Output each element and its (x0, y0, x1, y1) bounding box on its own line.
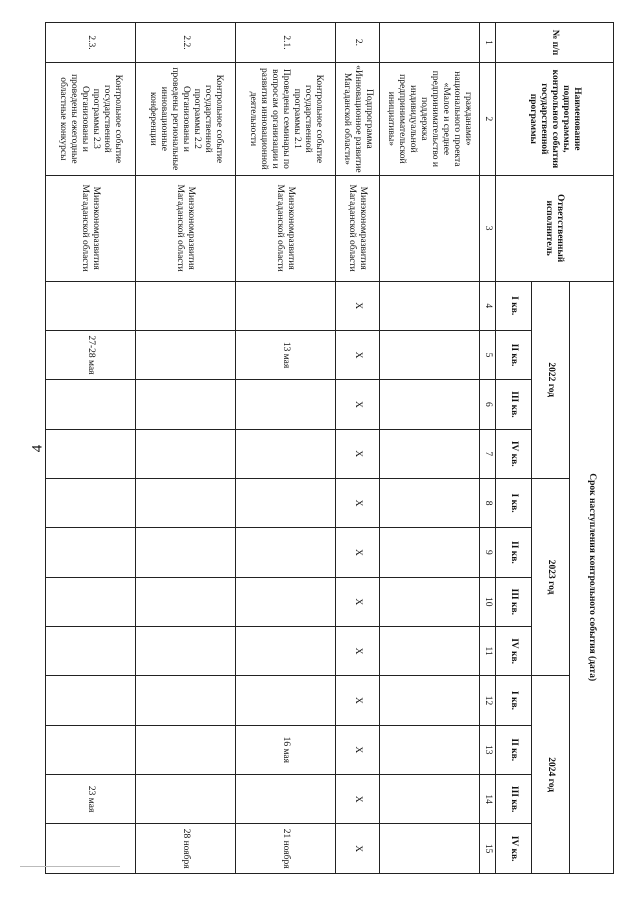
row-cell: X (336, 626, 380, 675)
row-cell (236, 281, 336, 330)
row-cell: 23 мая (46, 774, 136, 823)
row-cell (46, 676, 136, 725)
row-cell: X (336, 380, 380, 429)
footer-rule (20, 866, 120, 867)
schedule-table (45, 22, 614, 874)
row-cell (136, 626, 236, 675)
table-row (236, 23, 336, 874)
table-row (336, 23, 380, 874)
row-cell (136, 774, 236, 823)
row-cell (136, 281, 236, 330)
row-name: Контрольное событие государственной программы 2.1 Проведены семинары по вопросам организации и развития инновационной деятельности (236, 62, 336, 175)
row-number: 2. (336, 23, 380, 63)
column-number: 12 (480, 676, 496, 725)
row-cell: 28 ноября (136, 824, 236, 874)
row-cell: X (336, 281, 380, 330)
row-name: Контрольное событие государственной программы 2.2 Организованы и проведены региональные инновационные конференции (136, 62, 236, 175)
year-header: 2022 год (532, 281, 570, 478)
col-deadline-header: Срок наступления контрольного события (дата) (570, 281, 614, 873)
row-cell (46, 380, 136, 429)
row-cell (46, 725, 136, 774)
row-name: Контрольное событие государственной программы 2.3 Организованы и проведены ежегодные областные конкурсы (46, 62, 136, 175)
rotated-page (0, 22, 614, 922)
quarter-header: I кв. (496, 478, 532, 527)
row-cell (136, 478, 236, 527)
row-cell (380, 676, 480, 725)
row-executor: Минэкономразвития Магаданской области (336, 175, 380, 281)
column-number: 6 (480, 380, 496, 429)
quarter-header: I кв. (496, 281, 532, 330)
row-cell (236, 478, 336, 527)
col-num-header: № п/п (496, 23, 614, 63)
row-cell (236, 676, 336, 725)
row-cell (136, 725, 236, 774)
row-cell: X (336, 676, 380, 725)
quarter-header: I кв. (496, 676, 532, 725)
row-cell: 27-28 мая (46, 330, 136, 379)
col-exec-header: Ответственный исполнитель (496, 175, 614, 281)
row-name: Подпрограмма «Инновационное развитие Магаданской области» (336, 62, 380, 175)
row-number: 2.2. (136, 23, 236, 63)
row-cell (380, 577, 480, 626)
row-cell (136, 676, 236, 725)
row-cell (380, 429, 480, 478)
row-cell (380, 725, 480, 774)
row-cell (136, 577, 236, 626)
row-executor: Минэкономразвития Магаданской области (46, 175, 136, 281)
column-number: 8 (480, 478, 496, 527)
header-row-1 (570, 23, 614, 874)
row-cell (46, 626, 136, 675)
row-cell: X (336, 429, 380, 478)
quarter-header: III кв. (496, 577, 532, 626)
row-executor (380, 175, 480, 281)
row-cell (136, 330, 236, 379)
table-row (136, 23, 236, 874)
row-cell: 21 ноября (236, 824, 336, 874)
column-number: 11 (480, 626, 496, 675)
quarter-header: III кв. (496, 774, 532, 823)
row-number: 2.3. (46, 23, 136, 63)
row-cell (46, 577, 136, 626)
row-cell (380, 774, 480, 823)
row-cell (236, 429, 336, 478)
column-number-row (480, 23, 496, 874)
quarter-header: IV кв. (496, 626, 532, 675)
quarter-header: IV кв. (496, 429, 532, 478)
row-cell (136, 528, 236, 577)
row-cell (380, 380, 480, 429)
row-number: 2.1. (236, 23, 336, 63)
row-cell (236, 528, 336, 577)
column-number: 1 (480, 23, 496, 63)
row-cell (380, 330, 480, 379)
row-number (380, 23, 480, 63)
row-cell (380, 626, 480, 675)
row-cell (136, 429, 236, 478)
row-cell: X (336, 774, 380, 823)
column-number: 15 (480, 824, 496, 874)
column-number: 3 (480, 175, 496, 281)
year-header: 2023 год (532, 478, 570, 675)
column-number: 7 (480, 429, 496, 478)
row-cell: 13 мая (236, 330, 336, 379)
row-cell: X (336, 478, 380, 527)
row-cell (236, 380, 336, 429)
row-cell (46, 281, 136, 330)
row-cell: X (336, 330, 380, 379)
table-body (46, 23, 480, 874)
column-number: 2 (480, 62, 496, 175)
row-cell: X (336, 824, 380, 874)
row-cell (380, 478, 480, 527)
row-cell (46, 528, 136, 577)
row-cell: X (336, 528, 380, 577)
row-cell: X (336, 577, 380, 626)
row-cell: 16 мая (236, 725, 336, 774)
row-cell (236, 577, 336, 626)
column-number: 9 (480, 528, 496, 577)
col-name-header: Наименование подпрограммы, контрольного события государственной программы (496, 62, 614, 175)
quarter-header: II кв. (496, 725, 532, 774)
table-row (46, 23, 136, 874)
column-number: 10 (480, 577, 496, 626)
year-header: 2024 год (532, 676, 570, 874)
row-cell (380, 824, 480, 874)
column-number: 5 (480, 330, 496, 379)
quarter-header: II кв. (496, 528, 532, 577)
column-number: 13 (480, 725, 496, 774)
column-number: 4 (480, 281, 496, 330)
row-cell (380, 528, 480, 577)
row-cell: X (336, 725, 380, 774)
row-name: гражданами» национального проекта «Малое и среднее предпринимательство и поддержка индивидуальной предпринимательской инициативы» (380, 62, 480, 175)
quarter-header: II кв. (496, 330, 532, 379)
page-number: 4 (29, 444, 46, 453)
column-number: 14 (480, 774, 496, 823)
quarter-header: IV кв. (496, 824, 532, 874)
row-cell (236, 774, 336, 823)
quarter-header: III кв. (496, 380, 532, 429)
row-cell (136, 380, 236, 429)
row-cell (236, 626, 336, 675)
row-executor: Минэкономразвития Магаданской области (136, 175, 236, 281)
row-cell (46, 478, 136, 527)
row-executor: Минэкономразвития Магаданской области (236, 175, 336, 281)
row-cell (46, 429, 136, 478)
row-cell (380, 281, 480, 330)
table-row (380, 23, 480, 874)
